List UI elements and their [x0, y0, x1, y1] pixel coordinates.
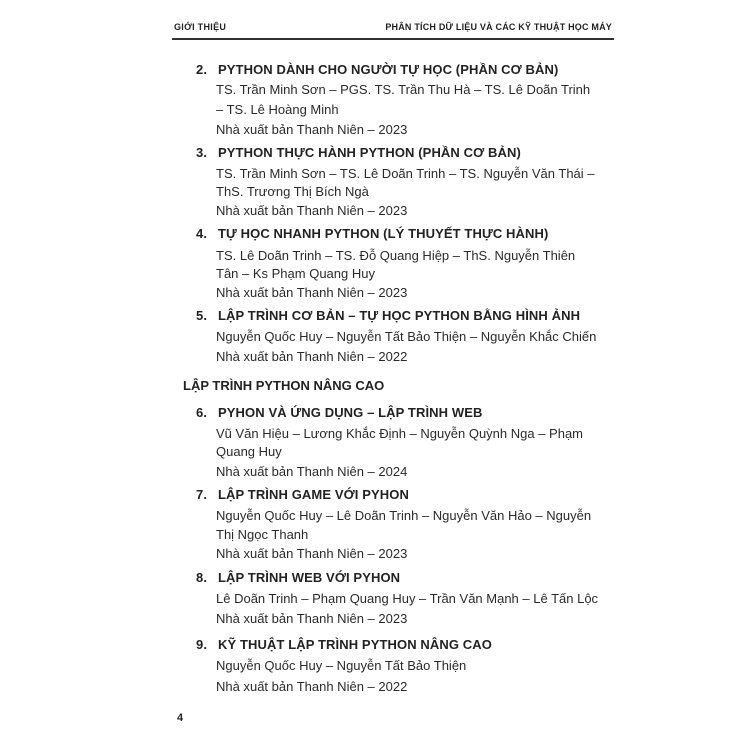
header-section-label: GIỚI THIỆU — [174, 22, 227, 32]
book-title-2 — [196, 62, 558, 77]
running-header — [172, 20, 614, 40]
book-title-7 — [196, 487, 409, 502]
book-publisher: Nhà xuất bản Thanh Niên – 2023 — [216, 546, 408, 561]
book-title-text: PYHON VÀ ỨNG DỤNG – LẬP TRÌNH WEB — [218, 405, 483, 420]
book-authors: Nguyễn Quốc Huy – Nguyễn Tất Bảo Thiện — [216, 658, 467, 673]
book-title-4 — [196, 226, 548, 241]
book-authors: ThS. Trương Thị Bích Ngà — [216, 184, 369, 199]
book-title-3 — [196, 145, 521, 160]
book-publisher: Nhà xuất bản Thanh Niên – 2022 — [216, 349, 408, 364]
header-book-title: PHÂN TÍCH DỮ LIỆU VÀ CÁC KỸ THUẬT HỌC MÁY — [385, 22, 612, 32]
book-publisher: Nhà xuất bản Thanh Niên – 2023 — [216, 611, 408, 626]
book-title-text: LẬP TRÌNH CƠ BẢN – TỰ HỌC PYTHON BẰNG HÌNH ẢNH — [218, 308, 581, 323]
book-publisher: Nhà xuất bản Thanh Niên – 2023 — [216, 203, 408, 218]
book-title-text: TỰ HỌC NHANH PYTHON (LÝ THUYẾT THỰC HÀNH) — [218, 226, 549, 241]
book-authors: Nguyễn Quốc Huy – Nguyễn Tất Bảo Thiện – Nguyễn Khắc Chiến — [216, 329, 597, 344]
book-authors: TS. Trần Minh Sơn – TS. Lê Doãn Trinh – TS. Nguyễn Văn Thái – — [216, 166, 595, 181]
book-title-5 — [196, 308, 580, 323]
book-publisher: Nhà xuất bản Thanh Niên – 2023 — [216, 285, 408, 300]
book-number: 4. — [196, 226, 208, 241]
book-number: 9. — [196, 637, 208, 652]
book-number: 2. — [196, 62, 208, 77]
page-number: 4 — [177, 712, 184, 724]
book-title-6 — [196, 405, 482, 420]
book-authors: Tân – Ks Phạm Quang Huy — [216, 266, 375, 281]
book-authors: – TS. Lê Hoàng Minh — [216, 102, 339, 117]
book-authors: Nguyễn Quốc Huy – Lê Doãn Trinh – Nguyễn Văn Hảo – Nguyễn — [216, 508, 592, 523]
book-authors: TS. Lê Doãn Trinh – TS. Đỗ Quang Hiệp – ThS. Nguyễn Thiên — [216, 248, 576, 263]
book-publisher: Nhà xuất bản Thanh Niên – 2023 — [216, 122, 408, 137]
book-title-text: LẬP TRÌNH WEB VỚI PYHON — [218, 570, 401, 585]
book-title-8 — [196, 570, 400, 585]
book-number: 5. — [196, 308, 208, 323]
book-authors: Lê Doãn Trinh – Phạm Quang Huy – Trần Văn Mạnh – Lê Tấn Lộc — [216, 591, 599, 606]
book-publisher: Nhà xuất bản Thanh Niên – 2022 — [216, 679, 408, 694]
book-authors: TS. Trần Minh Sơn – PGS. TS. Trần Thu Hà – TS. Lê Doãn Trinh — [216, 82, 591, 97]
book-title-9 — [196, 637, 492, 652]
book-number: 8. — [196, 570, 208, 585]
book-publisher: Nhà xuất bản Thanh Niên – 2024 — [216, 464, 408, 479]
book-title-text: PYTHON DÀNH CHO NGƯỜI TỰ HỌC (PHẦN CƠ BẢN) — [218, 62, 559, 77]
book-authors: Thị Ngọc Thanh — [216, 527, 309, 542]
book-title-text: PYTHON THỰC HÀNH PYTHON (PHẦN CƠ BẢN) — [218, 145, 521, 160]
section-heading: LẬP TRÌNH PYTHON NÂNG CAO — [183, 378, 385, 393]
book-authors: Vũ Văn Hiệu – Lương Khắc Định – Nguyễn Quỳnh Nga – Phạm — [216, 426, 584, 441]
book-title-text: LẬP TRÌNH GAME VỚI PYHON — [218, 487, 409, 502]
book-authors: Quang Huy — [216, 444, 282, 459]
book-number: 3. — [196, 145, 208, 160]
book-title-text: KỸ THUẬT LẬP TRÌNH PYTHON NÂNG CAO — [218, 637, 492, 652]
book-number: 6. — [196, 405, 208, 420]
book-number: 7. — [196, 487, 208, 502]
